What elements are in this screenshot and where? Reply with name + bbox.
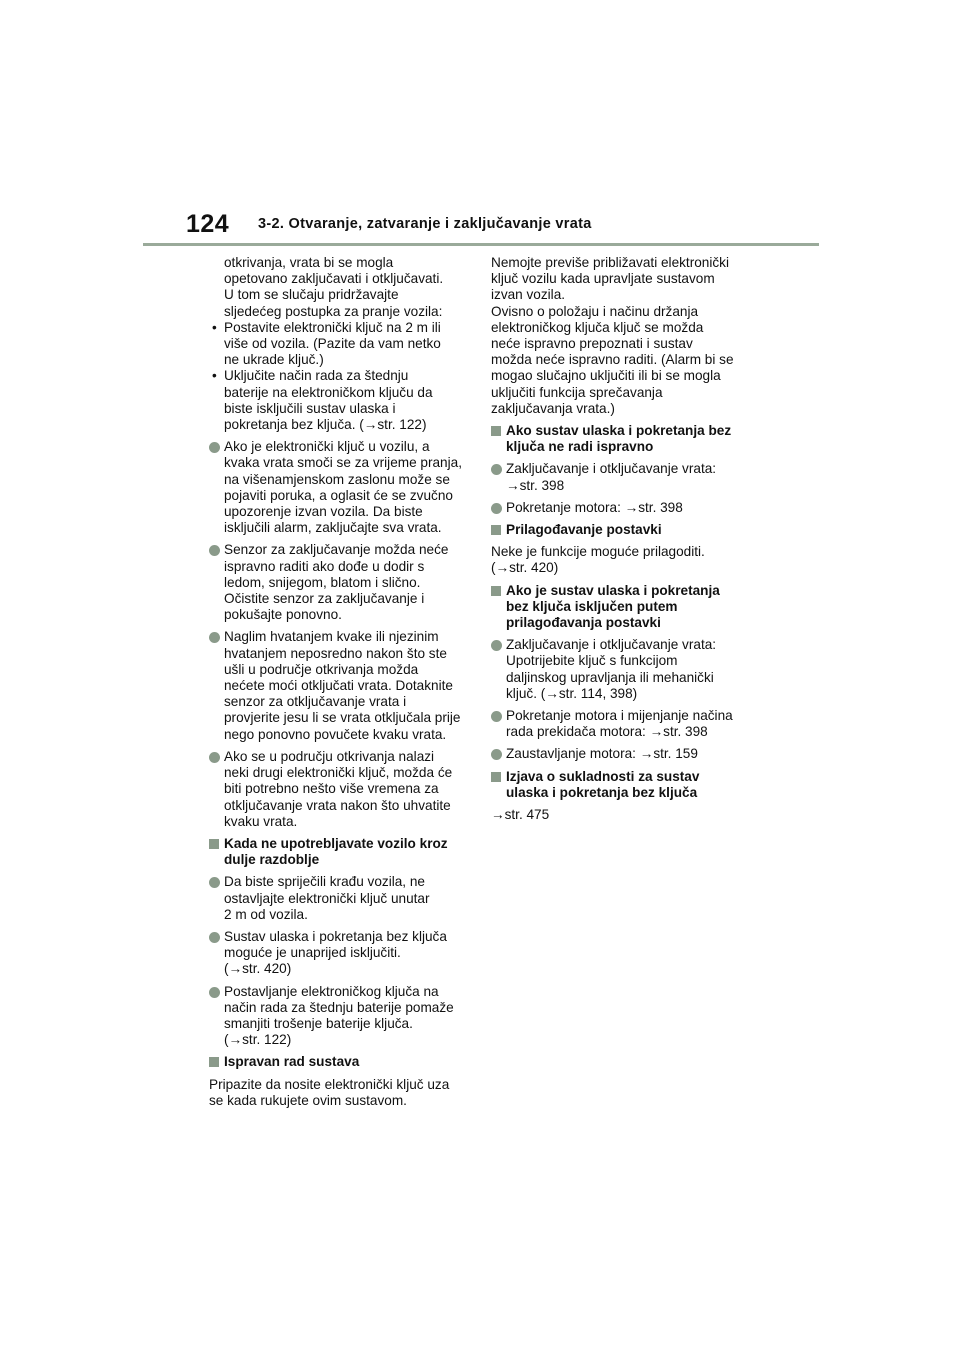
- list-item: [209, 749, 471, 830]
- right-column: [491, 255, 753, 829]
- text-line: pokretanja bez ključa. (→str. 122): [224, 417, 427, 433]
- text-line: više od vozila. (Pazite da vam netko: [224, 336, 441, 352]
- circle-bullet-icon: [491, 503, 502, 514]
- text-line: kvaka vrata smoči se za vrijeme pranja,: [224, 455, 462, 471]
- text-line: (→str. 420): [224, 961, 292, 977]
- text-line: ulaska i pokretanja bez ključa: [506, 784, 698, 800]
- text-line: isključili alarm, zaključajte sva vrata.: [224, 520, 442, 536]
- square-bullet-icon: [491, 525, 501, 535]
- text-line: izvan vozila.: [491, 287, 566, 303]
- text-line: Ako je sustav ulaska i pokretanja: [506, 582, 720, 598]
- circle-bullet-icon: [209, 752, 220, 763]
- right-intro: [491, 255, 753, 417]
- text-line: Zaključavanje i otključavanje vrata:: [506, 461, 717, 477]
- sub-bullet: [209, 368, 471, 433]
- text-line: (→str. 122): [224, 1032, 292, 1048]
- text-line: →str. 398: [506, 477, 565, 493]
- text-line: Ako sustav ulaska i pokretanja bez: [506, 423, 732, 439]
- text-line: Senzor za zaključavanje možda neće: [224, 542, 449, 558]
- text-line: Ovisno o položaju i načinu držanja: [491, 303, 699, 319]
- text-line: elektroničkog ključa ključ se možda: [491, 319, 704, 335]
- text-line: otkrivanja, vrata bi se mogla: [224, 255, 394, 270]
- list-item: [491, 708, 753, 740]
- list-item: [209, 984, 471, 1049]
- text-line: pojaviti poruka, a oglasit će se zvučno: [224, 487, 453, 503]
- text-line: ušli u područje otkrivanja možda: [224, 661, 419, 677]
- text-line: provjerite jesu li se vrata otključala prije: [224, 710, 461, 726]
- text-line: način rada za štednju baterije pomaže: [224, 999, 454, 1015]
- text-line: ledom, snijegom, blatom i slično.: [224, 574, 421, 590]
- text-line: opetovano zaključavati i otključavati.: [224, 271, 444, 287]
- circle-bullet-icon: [491, 749, 502, 760]
- text-line: Nemojte previše približavati elektronički: [491, 255, 729, 270]
- list-item: [491, 461, 753, 493]
- list-item: [209, 929, 471, 978]
- subsection-heading: [491, 583, 753, 632]
- circle-bullet-icon: [491, 464, 502, 475]
- text-line: biste isključili sustav ulaska i: [224, 400, 396, 416]
- text-line: Izjava o sukladnosti za sustav: [506, 768, 700, 784]
- square-bullet-icon: [491, 772, 501, 782]
- text-line: prilagođavanja postavki: [506, 615, 661, 631]
- text-line: senzor za otključavanje vrata i: [224, 694, 407, 710]
- text-line: upozorenje izvan vozila. Da biste: [224, 504, 423, 520]
- page-number: 124: [186, 210, 230, 238]
- text-line: Ako se u području otkrivanja nalazi: [224, 748, 435, 764]
- text-line: 2 m od vozila.: [224, 906, 308, 922]
- text-line: Sustav ulaska i pokretanja bez ključa: [224, 928, 447, 944]
- left-column: [209, 255, 471, 1115]
- list-item: [491, 500, 753, 516]
- text-line: Neke je funkcije moguće prilagoditi.: [491, 544, 705, 560]
- text-line: Da biste spriječili krađu vozila, ne: [224, 874, 425, 890]
- text-line: Očistite senzor za zaključavanje i: [224, 591, 425, 607]
- text-line: (→str. 420): [491, 560, 559, 576]
- text-line: zaključavanja vrata.): [491, 400, 615, 416]
- text-line: nećete moći otključati vrata. Dotaknite: [224, 678, 453, 694]
- text-line: Pokretanje motora: →str. 398: [506, 499, 683, 515]
- text-line: U tom se slučaju pridržavajte: [224, 287, 399, 303]
- list-item: [209, 629, 471, 742]
- text-line: nego ponovno povučete kvaku vrata.: [224, 726, 447, 742]
- text-line: Prilagođavanje postavki: [506, 522, 662, 538]
- text-line: hvatanjem neposredno nakon što ste: [224, 645, 447, 661]
- text-line: ispravno raditi ako dođe u dodir s: [224, 558, 425, 574]
- closing-paragraph: [209, 1077, 471, 1109]
- text-line: smanjiti trošenje baterije ključa.: [224, 1015, 413, 1031]
- text-line: baterije na elektroničkom ključu da: [224, 384, 433, 400]
- text-line: biti potrebno nešto više vremena za: [224, 781, 439, 797]
- text-line: ostavljajte elektronički ključ unutar: [224, 890, 430, 906]
- sub-bullet: [209, 320, 471, 369]
- text-line: Ispravan rad sustava: [224, 1054, 360, 1070]
- text-line: kvaku vrata.: [224, 813, 298, 829]
- list-item: [491, 746, 753, 762]
- circle-bullet-icon: [491, 640, 502, 651]
- square-bullet-icon: [491, 426, 501, 436]
- text-line: otključavanje vrata nakon što uhvatite: [224, 797, 451, 813]
- circle-bullet-icon: [209, 932, 220, 943]
- bullet-dot-icon: •: [212, 319, 217, 335]
- square-bullet-icon: [491, 586, 501, 596]
- text-line: neki drugi elektronički ključ, možda će: [224, 765, 453, 781]
- circle-bullet-icon: [209, 877, 220, 888]
- list-item: [209, 874, 471, 923]
- page-reference: [491, 807, 753, 823]
- text-line: neće ispravno prepoznati i sustav: [491, 336, 693, 352]
- header-divider: [143, 243, 819, 246]
- text-line: Postavljanje elektroničkog ključa na: [224, 983, 439, 999]
- text-line: Zaustavljanje motora: →str. 159: [506, 746, 698, 762]
- text-line: bez ključa isključen putem: [506, 598, 678, 614]
- text-line: moguće je unaprijed isključiti.: [224, 945, 401, 961]
- subsection-heading: [209, 1054, 471, 1070]
- subsection-heading: [491, 423, 753, 455]
- circle-bullet-icon: [209, 632, 220, 643]
- text-line: Kada ne upotrebljavate vozilo kroz: [224, 835, 448, 851]
- subsection-heading: [491, 769, 753, 801]
- left-intro: [209, 255, 471, 320]
- text-line: se kada rukujete ovim sustavom.: [209, 1092, 407, 1108]
- circle-bullet-icon: [209, 987, 220, 998]
- text-line: ključ. (→str. 114, 398): [506, 685, 638, 701]
- text-line: sljedećeg postupka za pranje vozila:: [224, 303, 443, 319]
- paragraph: [491, 544, 753, 576]
- text-line: daljinskog upravljanja ili mehanički: [506, 669, 714, 685]
- section-title: 3-2. Otvaranje, zatvaranje i zaključavanje vrata: [258, 216, 592, 232]
- bullet-dot-icon: •: [212, 368, 217, 384]
- text-line: pokušajte ponovno.: [224, 607, 342, 623]
- text-line: Naglim hvatanjem kvake ili njezinim: [224, 629, 439, 645]
- text-line: uključiti funkcija sprečavanja: [491, 384, 663, 400]
- text-line: Uključite način rada za štednju: [224, 368, 409, 384]
- square-bullet-icon: [209, 1057, 219, 1067]
- circle-bullet-icon: [491, 711, 502, 722]
- text-line: Pokretanje motora i mijenjanje načina: [506, 708, 733, 724]
- list-item: [209, 439, 471, 536]
- text-line: Postavite elektronički ključ na 2 m ili: [224, 319, 441, 335]
- text-line: dulje razdoblje: [224, 852, 320, 868]
- text-line: Zaključavanje i otključavanje vrata:: [506, 637, 717, 653]
- text-line: Upotrijebite ključ s funkcijom: [506, 653, 678, 669]
- circle-bullet-icon: [209, 442, 220, 453]
- text-line: →str. 475: [491, 807, 550, 823]
- text-line: ključa ne radi ispravno: [506, 439, 654, 455]
- text-line: mogao slučajno uključiti ili bi se mogla: [491, 368, 721, 384]
- text-line: Pripazite da nosite elektronički ključ uza: [209, 1076, 450, 1092]
- text-line: ne ukrade ključ.): [224, 352, 324, 368]
- square-bullet-icon: [209, 839, 219, 849]
- text-line: Ako je elektronički ključ u vozilu, a: [224, 439, 430, 455]
- text-line: na višenamjenskom zaslonu može se: [224, 471, 450, 487]
- text-line: rada prekidača motora: →str. 398: [506, 724, 708, 740]
- text-line: možda neće ispravno raditi. (Alarm bi se: [491, 352, 734, 368]
- subsection-heading: [491, 522, 753, 538]
- list-item: [491, 637, 753, 702]
- subsection-heading: [209, 836, 471, 868]
- circle-bullet-icon: [209, 545, 220, 556]
- text-line: ključ vozilu kada upravljate sustavom: [491, 271, 715, 287]
- list-item: [209, 542, 471, 623]
